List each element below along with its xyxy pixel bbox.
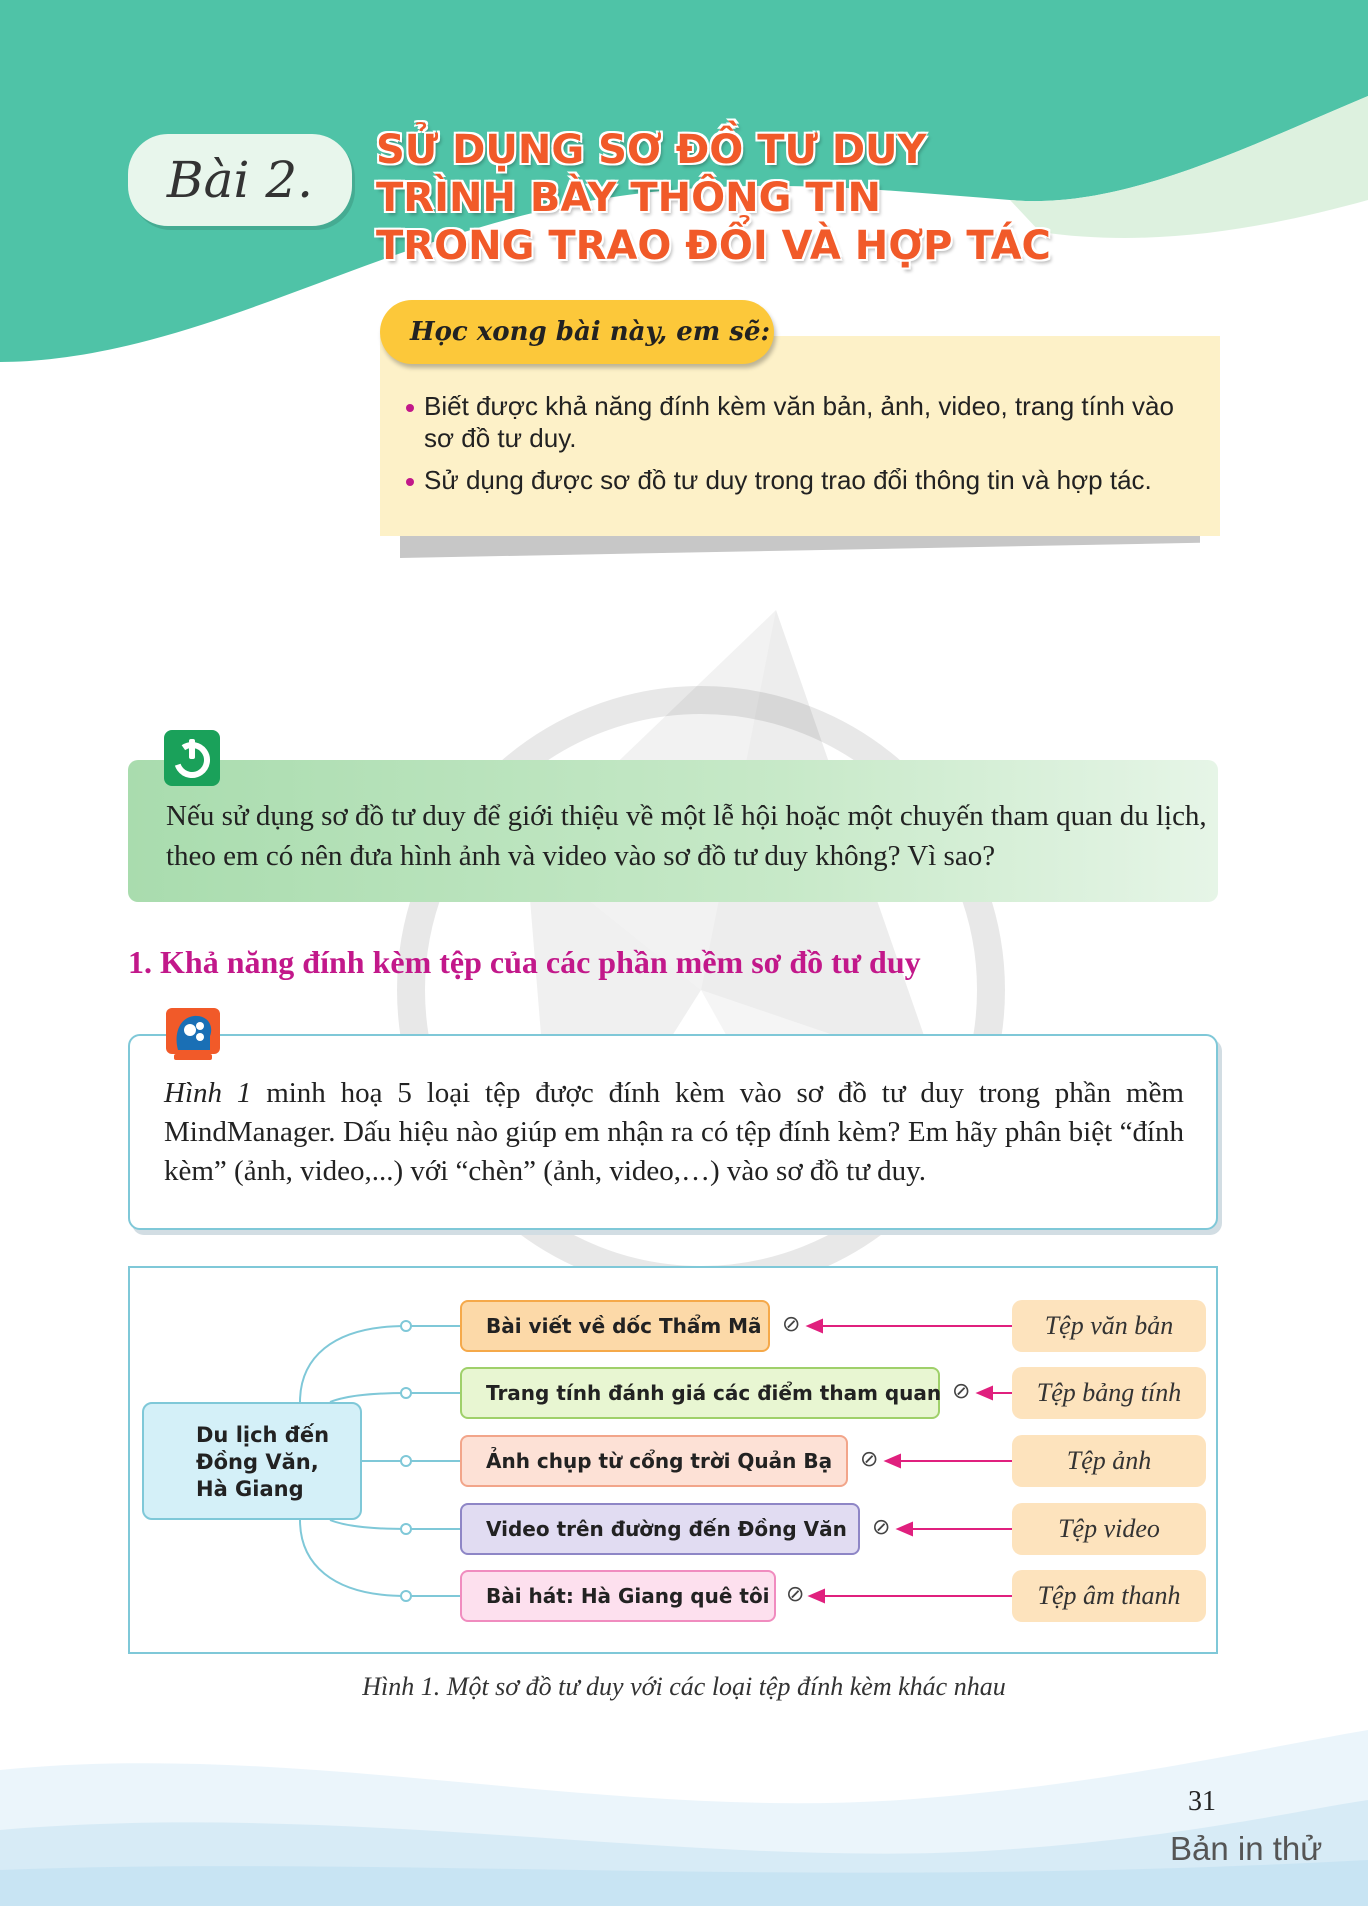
objective-text: Sử dụng được sơ đồ tư duy trong trao đổi thông tin và hợp tác. (424, 465, 1152, 495)
objective-item (406, 390, 1196, 454)
draft-label: Bản in thử (1170, 1830, 1323, 1867)
lesson-title-line: TRÌNH BÀY THÔNG TIN (376, 175, 881, 221)
mindmap-topic: Trang tính đánh giá các điểm tham quan (460, 1367, 940, 1419)
paperclip-icon: ⊘ (786, 1582, 805, 1607)
objectives-label: Học xong bài này, em sẽ: (380, 300, 774, 364)
paperclip-icon: ⊘ (860, 1447, 879, 1472)
section-heading: 1. Khả năng đính kèm tệp của các phần mềm sơ đồ tư duy (128, 944, 921, 980)
lesson-title-line: TRONG TRAO ĐỔI VÀ HỢP TÁC (376, 223, 1051, 269)
file-type-tag: Tệp ảnh (1012, 1435, 1206, 1487)
mindmap-topic: Video trên đường đến Đồng Văn (460, 1503, 860, 1555)
footer-wave-background (0, 1620, 1368, 1906)
paperclip-icon: ⊘ (952, 1379, 971, 1404)
mindmap-topic: Ảnh chụp từ cổng trời Quản Bạ (460, 1435, 848, 1487)
objective-item (406, 464, 1196, 496)
central-topic-line: Hà Giang (196, 1477, 304, 1501)
figure-reference: Hình 1 (164, 1077, 252, 1109)
central-topic-line: Đồng Văn, (196, 1450, 319, 1474)
mindmap-topic: Bài viết về dốc Thẩm Mã (460, 1300, 770, 1352)
lesson-title (376, 126, 1076, 270)
power-icon (164, 730, 220, 786)
brain-gears-icon (164, 1006, 222, 1064)
file-type-tag: Tệp văn bản (1012, 1300, 1206, 1352)
file-type-tag: Tệp video (1012, 1503, 1206, 1555)
lesson-number-badge: Bài 2. (128, 134, 352, 226)
mindmap-topic: Bài hát: Hà Giang quê tôi (460, 1570, 776, 1622)
bullet-icon (406, 478, 414, 486)
objectives-list (406, 390, 1196, 506)
objective-text: Biết được khả năng đính kèm văn bản, ảnh, video, trang tính vào sơ đồ tư duy. (424, 391, 1174, 453)
mindmap-central-topic (142, 1402, 362, 1520)
central-topic-line: Du lịch đến (196, 1423, 330, 1447)
file-type-tag: Tệp âm thanh (1012, 1570, 1206, 1622)
warmup-question: Nếu sử dụng sơ đồ tư duy để giới thiệu về một lễ hội hoặc một chuyến tham quan du lịch, theo em có nên đưa hình ảnh và video vào sơ đồ tư duy không? Vì sao? (166, 800, 1207, 872)
paperclip-icon: ⊘ (782, 1312, 801, 1337)
explore-paragraph (164, 1074, 1184, 1191)
bullet-icon (406, 404, 414, 412)
explore-body: minh hoạ 5 loại tệp được đính kèm vào sơ đồ tư duy trong phần mềm MindManager. Dấu hiệu nào giúp em nhận ra có tệp đính kèm? Em hãy phân biệt “đính kèm” (ảnh, video,...) với “chèn” (ảnh, video,…) vào sơ đồ tư duy. (164, 1077, 1184, 1187)
figure-caption: Hình 1. Một sơ đồ tư duy với các loại tệp đính kèm khác nhau (362, 1672, 1006, 1701)
page-number: 31 (1188, 1786, 1216, 1817)
lesson-title-line: SỬ DỤNG SƠ ĐỒ TƯ DUY (376, 127, 927, 173)
paperclip-icon: ⊘ (872, 1515, 891, 1540)
file-type-tag: Tệp bảng tính (1012, 1367, 1206, 1419)
